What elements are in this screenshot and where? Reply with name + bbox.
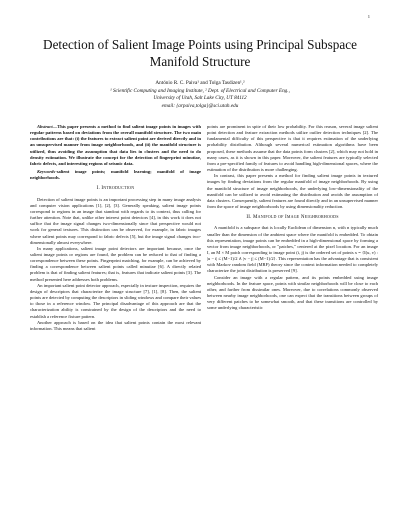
body-paragraph: points are prominent in spite of their low probability. For this reason, several image salient point detection and feature extraction methods utilize outlier detection techniques [2]. The fundamental difficulty of this perspective is that it requires estimation of the underlying probability distribution. Although several numerical estimation algorithms have been proposed, these methods assume that the data points form clusters [2], which may not hold in many cases, as it is shown in this paper. Moreover, the salient features are typically selected from a pre-specified family of features to avoid handling high-dimensional spaces, where the estimation of the distribution is more challenging. — [207, 124, 378, 173]
page-number: 1 — [367, 14, 370, 19]
intro-paragraph: In many applications, salient image point detectors are important because, once the salient image points or regions are found, the problem can be reduced to that of finding a correspondence between these points. Fingerprint matching, for example, can be achieved by finding a correspondence between salient points called minutiae [6]. A directly related problem is that of finding salient features; that is, features that indicate salient points [3]. The method presented here addresses both problems. — [30, 245, 201, 282]
section-heading-manifold: II. Manifold of Image Neighborhoods — [246, 215, 339, 221]
body-paragraph: Consider an image with a regular pattern, and its points embedded using image neighborhoods. In the feature space, points with similar neighborhoods will be close to each other, and farther from dissimilar ones. Moreover, due to correlations commonly observed between nearby image neighborhoods, one can expect that the transitions between groups of very different patches to be somewhat smooth, and that these transitions are controlled by some underlying characteristic — [207, 274, 378, 311]
affiliation-line-1: ¹ Scientific Computing and Imaging Institute, ² Dept. of Electrical and Computer Eng., — [110, 87, 290, 94]
intro-paragraph: Another approach is based on the idea that salient points contain the most relevant information. This means that salient — [30, 319, 201, 331]
abstract-lead: Abstract — [37, 124, 53, 129]
keywords — [30, 169, 201, 181]
author-names: António R. C. Paiva¹ and Tolga Tasdizen¹,² — [155, 80, 245, 86]
abstract-text: —This paper presents a method to find salient image points in images with regular patterns based on deviations from the overall manifold structure. The two main contributions are that: (i) the features to extract salient point are derived directly and in an unsupervised manner from image neighborhoods, and (ii) the manifold structure is utilized, thus avoiding the assumption that data lies in clusters and the need to do density estimation. We illustrate the concept for the detection of fingerprint minutiae, fabric defects, and interesting regions of seismic data. — [30, 124, 201, 166]
intro-paragraph: An important salient point detector approach, especially in texture inspection, requires the design of descriptors that characterize the image structure [7], [1], [8]. Then, the salient points are detected by computing the descriptors in sliding windows and compare their values to those in a reference window. The principal disadvantage of this approach are that the characterization ability is constrained by the design of the descriptors and the need to establish a reference fixture pattern. — [30, 282, 201, 319]
affiliation-line-2: University of Utah, Salt Lake City, UT 84112 — [153, 95, 247, 102]
keywords-lead: Keywords — [37, 169, 56, 175]
body-paragraph: A manifold is a subspace that is locally Euclidean of dimension n, with n typically much smaller than the dimension of the ambient space where the manifold is embedded. To obtain this representation, image points can be embedded in a high-dimensional space by forming a vector from image neighborhoods, or "patches," centered at the pixel location. For an image I, an M × M patch corresponding to image point (i, j) is the ordered set of points x = {I(u, v) : |u − i| ≤ (M−1)/2 ∧ |v − j| ≤ (M−1)/2}. This representation has the advantage that is consistent with Markov random field (MRF) theory since the context information needed to completely characterize the joint distribution is preserved [9]. — [207, 225, 378, 274]
keywords-text: -salient image points; manifold learning; manifold of image neighborhoods. — [30, 169, 201, 181]
abstract — [30, 124, 201, 167]
paper-title: Detection of Salient Image Points using Principal Subspace Manifold Structure — [43, 37, 357, 69]
intro-paragraph: Detection of salient image points is an important processing step in many image analysis and computer vision applications [1], [2], [3]. Generally speaking, salient image points correspond to regions in an image that standout with regards to its context, thus calling for further attention. Note that, unlike other interest point detectors [4], in this work it does not suffice that the image signal changes two-dimensionally since that perspective would not work for general textures. This distinction can be observed, for example, in fabric images where salient points may correspond to fabric defects [5], but the image signal changes two-dimensionally almost everywhere. — [30, 196, 201, 245]
section-heading-introduction: I. Introduction — [96, 186, 135, 192]
left-column — [30, 124, 201, 332]
author-block — [40, 80, 360, 110]
author-email: email: {arpaiva,tolga}@sci.utah.edu — [161, 102, 239, 109]
right-column — [207, 124, 378, 312]
body-paragraph: In contrast, this paper presents a method for finding salient image points in textured images by finding deviations from the regular manifold of image neighborhoods. By using the manifold structure of image neighborhoods, the underlying low-dimensionality of the manifold can be utilized to avoid estimating the distribution and avoids the assumption of data clusters. Consequently, salient features are found directly and in an unsupervised manner from the space of image neighborhoods by using dimensionality reduction. — [207, 173, 378, 210]
